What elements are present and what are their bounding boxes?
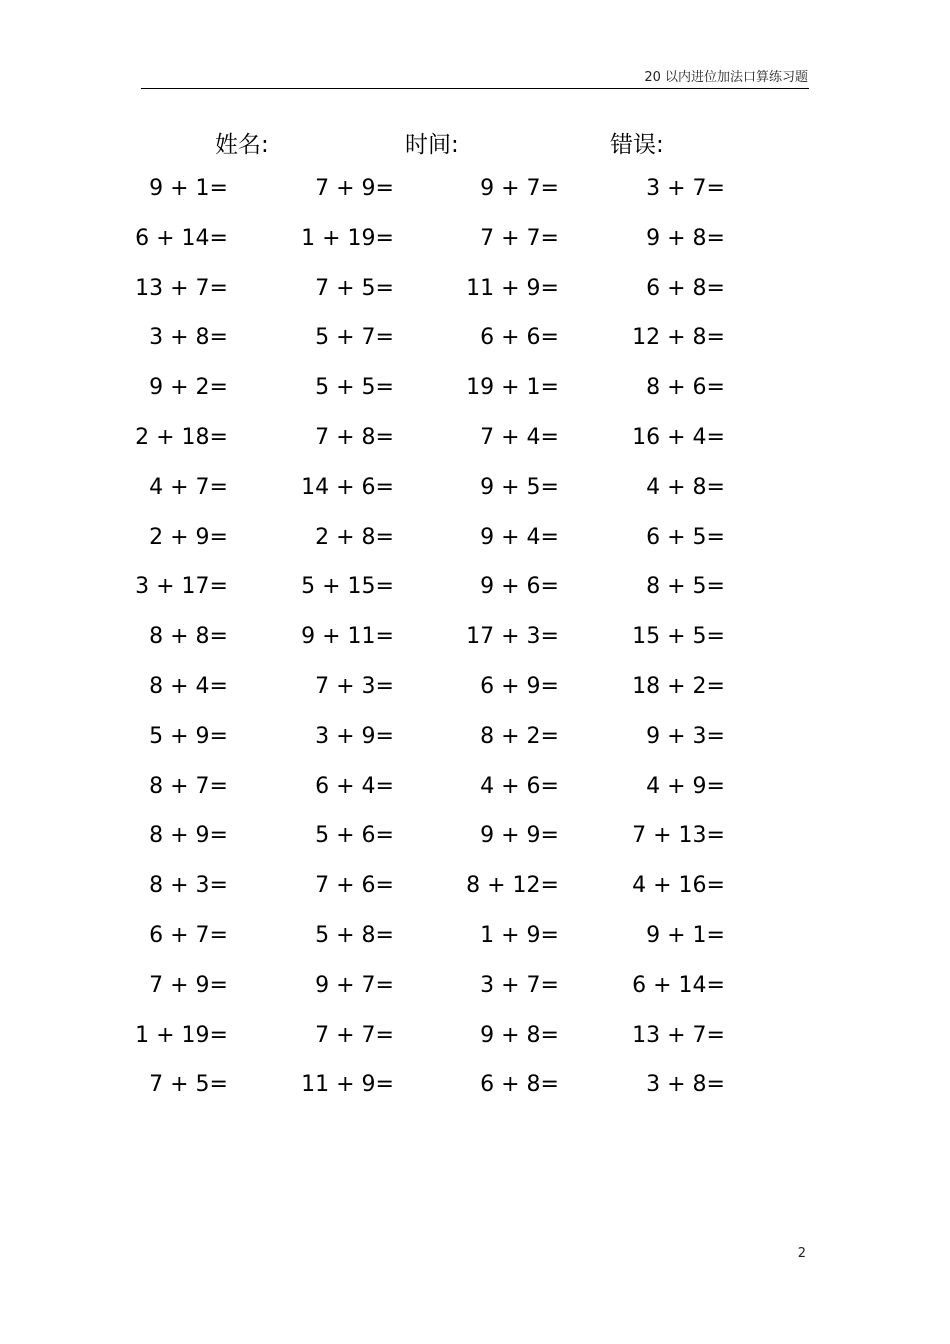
problem-r12-c1: 5 + 9= bbox=[149, 723, 228, 749]
problem-r1-c1: 9 + 1= bbox=[149, 176, 228, 201]
problem-r7-c1: 4 + 7= bbox=[149, 474, 228, 500]
problem-r8-c2: 2 + 8= bbox=[315, 524, 394, 550]
problem-r12-c3: 8 + 2= bbox=[480, 723, 559, 749]
problem-r18-c4: 13 + 7= bbox=[632, 1022, 725, 1048]
problem-r11-c1: 8 + 4= bbox=[149, 674, 228, 699]
problem-r11-c2: 7 + 3= bbox=[315, 674, 394, 699]
problem-r2-c4: 9 + 8= bbox=[646, 225, 725, 251]
time-label: 时间: bbox=[405, 132, 459, 158]
problem-r17-c2: 9 + 7= bbox=[315, 972, 394, 998]
problem-r6-c4: 16 + 4= bbox=[632, 425, 725, 450]
problem-r3-c2: 7 + 5= bbox=[315, 275, 394, 301]
problem-r8-c1: 2 + 9= bbox=[149, 524, 228, 550]
problem-r5-c2: 5 + 5= bbox=[315, 375, 394, 401]
problem-r12-c4: 9 + 3= bbox=[646, 723, 725, 749]
problem-r1-c3: 9 + 7= bbox=[480, 176, 559, 201]
problem-r8-c4: 6 + 5= bbox=[646, 524, 725, 550]
problem-r4-c3: 6 + 6= bbox=[480, 325, 559, 351]
problem-r18-c2: 7 + 7= bbox=[315, 1022, 394, 1048]
problem-r7-c4: 4 + 8= bbox=[646, 474, 725, 500]
problem-r4-c4: 12 + 8= bbox=[632, 325, 725, 351]
problem-r16-c3: 1 + 9= bbox=[480, 923, 559, 948]
header-rule bbox=[141, 88, 809, 89]
problem-r9-c4: 8 + 5= bbox=[646, 574, 725, 600]
problem-r18-c3: 9 + 8= bbox=[480, 1022, 559, 1048]
problem-r6-c2: 7 + 8= bbox=[315, 425, 394, 450]
problem-r1-c4: 3 + 7= bbox=[646, 176, 725, 201]
errors-label: 错误: bbox=[610, 132, 664, 158]
problem-r2-c2: 1 + 19= bbox=[301, 225, 394, 251]
problem-r17-c4: 6 + 14= bbox=[632, 972, 725, 998]
problem-r11-c3: 6 + 9= bbox=[480, 674, 559, 699]
problem-r17-c3: 3 + 7= bbox=[480, 972, 559, 998]
problem-r16-c2: 5 + 8= bbox=[315, 923, 394, 948]
problem-r16-c4: 9 + 1= bbox=[646, 923, 725, 948]
problem-r5-c4: 8 + 6= bbox=[646, 375, 725, 401]
problem-r9-c1: 3 + 17= bbox=[135, 574, 228, 600]
problem-r2-c1: 6 + 14= bbox=[135, 225, 228, 251]
problem-r16-c1: 6 + 7= bbox=[149, 923, 228, 948]
problem-r15-c4: 4 + 16= bbox=[632, 873, 725, 899]
problem-r14-c3: 9 + 9= bbox=[480, 823, 559, 849]
problem-r3-c3: 11 + 9= bbox=[466, 275, 559, 301]
problem-r13-c1: 8 + 7= bbox=[149, 773, 228, 799]
problem-r18-c1: 1 + 19= bbox=[135, 1022, 228, 1048]
problem-r15-c2: 7 + 6= bbox=[315, 873, 394, 899]
problem-r14-c1: 8 + 9= bbox=[149, 823, 228, 849]
problem-r14-c2: 5 + 6= bbox=[315, 823, 394, 849]
problem-r10-c4: 15 + 5= bbox=[632, 624, 725, 650]
problem-r19-c1: 7 + 5= bbox=[149, 1072, 228, 1098]
problem-r8-c3: 9 + 4= bbox=[480, 524, 559, 550]
problem-r6-c1: 2 + 18= bbox=[135, 425, 228, 450]
problem-r17-c1: 7 + 9= bbox=[149, 972, 228, 998]
problem-r5-c3: 19 + 1= bbox=[466, 375, 559, 401]
problem-r7-c2: 14 + 6= bbox=[301, 474, 394, 500]
problem-r14-c4: 7 + 13= bbox=[632, 823, 725, 849]
problem-r7-c3: 9 + 5= bbox=[480, 474, 559, 500]
problem-r3-c1: 13 + 7= bbox=[135, 275, 228, 301]
problem-r13-c3: 4 + 6= bbox=[480, 773, 559, 799]
problem-r2-c3: 7 + 7= bbox=[480, 225, 559, 251]
page-number: 2 bbox=[797, 1246, 806, 1261]
problem-r9-c3: 9 + 6= bbox=[480, 574, 559, 600]
problem-r10-c3: 17 + 3= bbox=[466, 624, 559, 650]
problem-r19-c2: 11 + 9= bbox=[301, 1072, 394, 1098]
problem-r9-c2: 5 + 15= bbox=[301, 574, 394, 600]
problem-r12-c2: 3 + 9= bbox=[315, 723, 394, 749]
problem-r15-c3: 8 + 12= bbox=[466, 873, 559, 899]
problem-r11-c4: 18 + 2= bbox=[632, 674, 725, 699]
problem-r1-c2: 7 + 9= bbox=[315, 176, 394, 201]
problem-r15-c1: 8 + 3= bbox=[149, 873, 228, 899]
problem-r19-c4: 3 + 8= bbox=[646, 1072, 725, 1098]
problem-r19-c3: 6 + 8= bbox=[480, 1072, 559, 1098]
problem-r5-c1: 9 + 2= bbox=[149, 375, 228, 401]
problem-r10-c1: 8 + 8= bbox=[149, 624, 228, 650]
problem-r10-c2: 9 + 11= bbox=[301, 624, 394, 650]
problem-r4-c1: 3 + 8= bbox=[149, 325, 228, 351]
name-label: 姓名: bbox=[215, 132, 269, 158]
problem-r13-c4: 4 + 9= bbox=[646, 773, 725, 799]
problem-r3-c4: 6 + 8= bbox=[646, 275, 725, 301]
problem-r6-c3: 7 + 4= bbox=[480, 425, 559, 450]
problem-r4-c2: 5 + 7= bbox=[315, 325, 394, 351]
problem-r13-c2: 6 + 4= bbox=[315, 773, 394, 799]
header-title: 20 以内进位加法口算练习题 bbox=[644, 70, 808, 85]
